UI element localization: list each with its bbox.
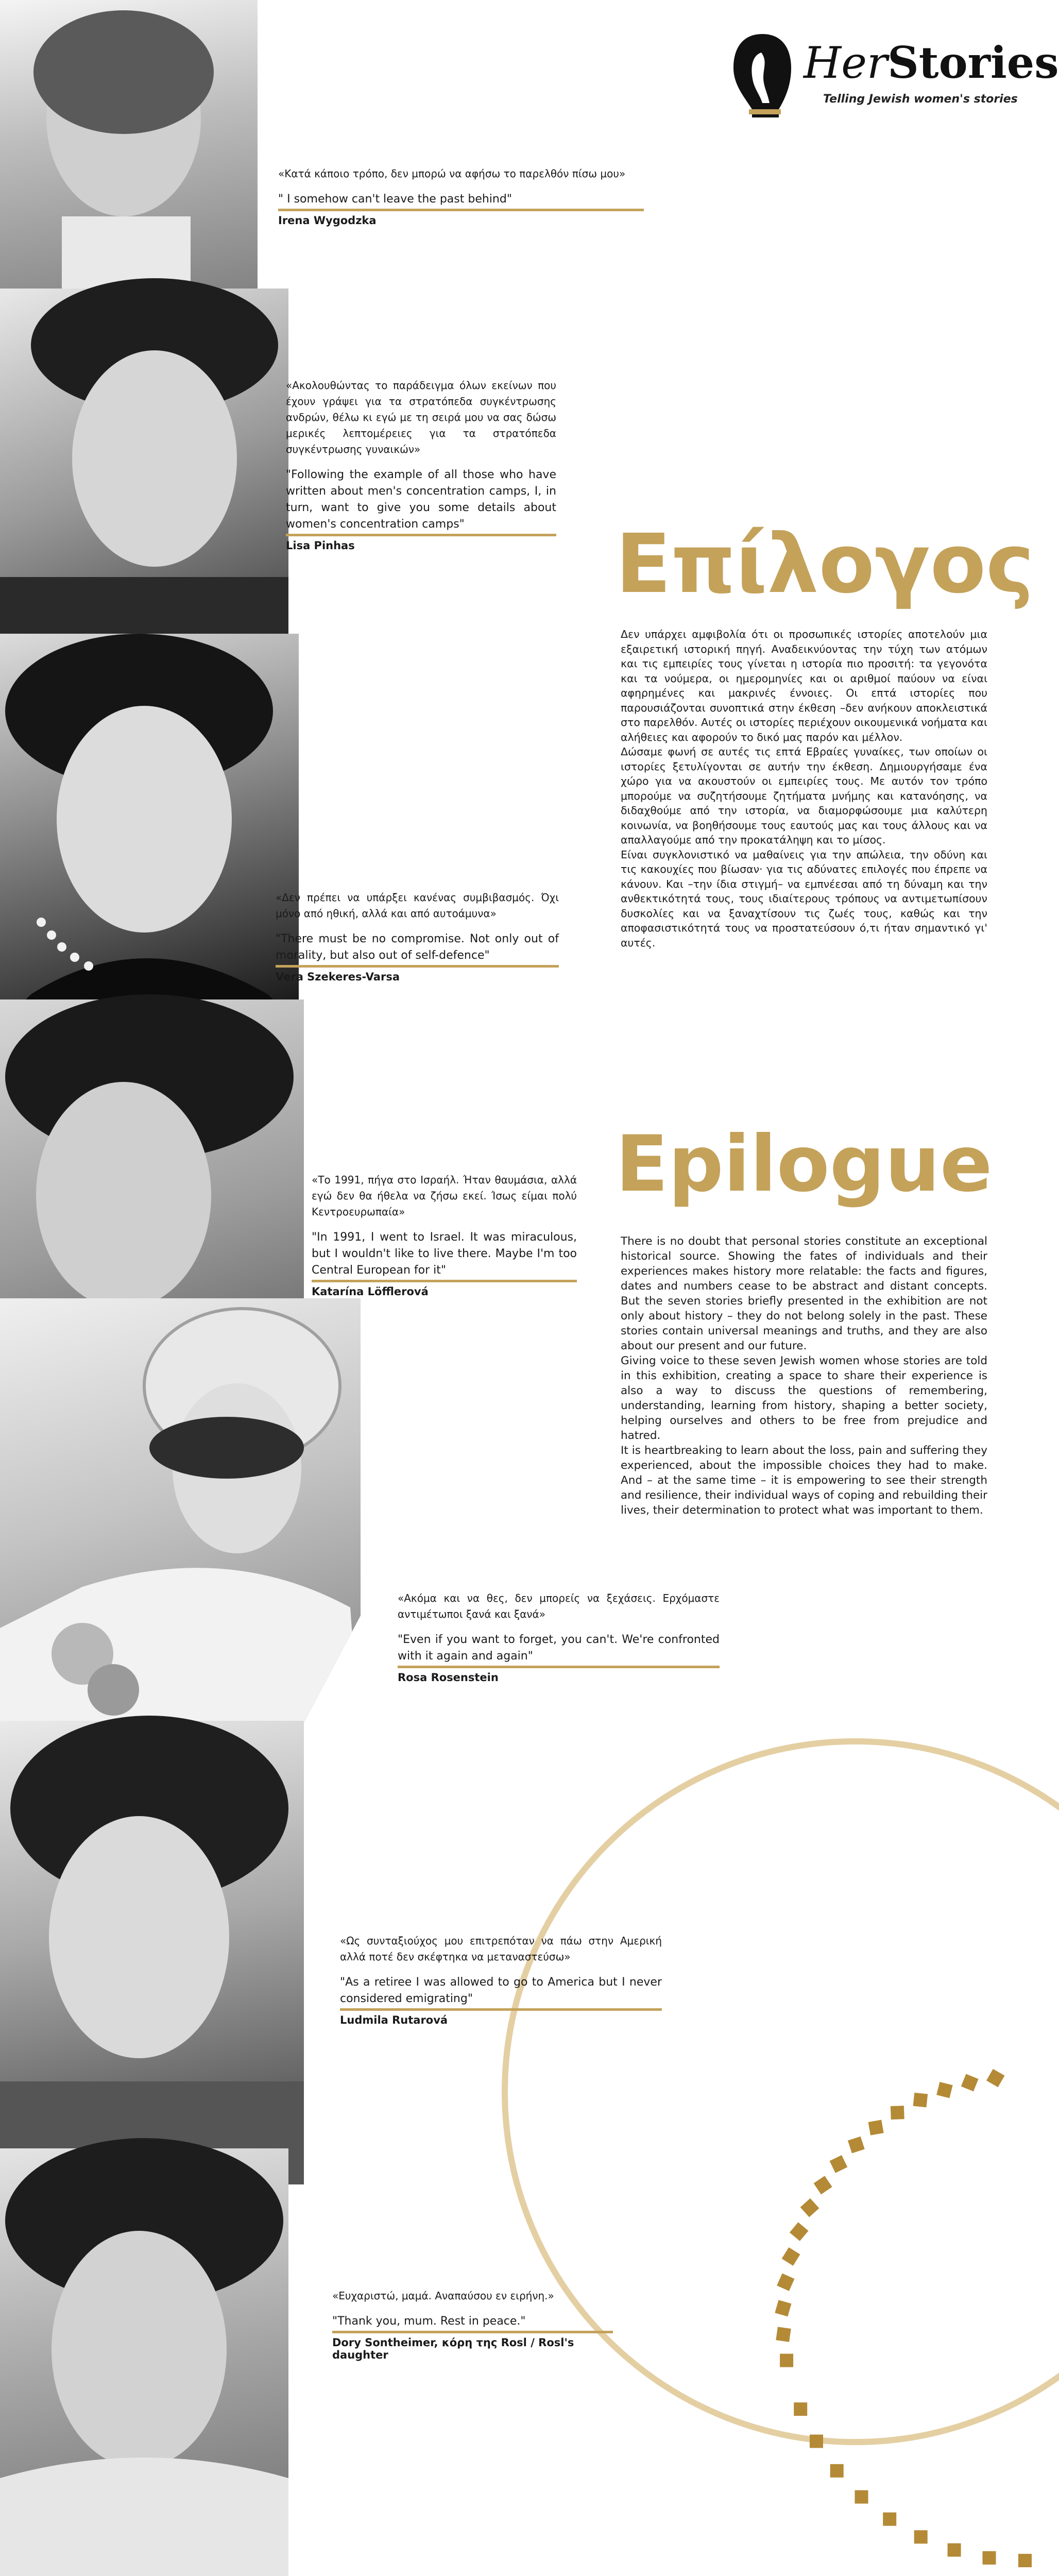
arc-dot — [830, 2155, 848, 2173]
arc-dot — [800, 2198, 819, 2217]
arc-dot — [776, 2327, 791, 2342]
logo-title-stories: Stories — [887, 37, 1059, 88]
dotted-circle-arc — [775, 2069, 1032, 2567]
quote-greek: «Ακόμα και να θες, δεν μπορείς να ξεχάσεις. Ερχόμαστε αντιμέτωποι ξανά και ξανά» — [398, 1592, 720, 1620]
portrait-ludmila-rutarova — [0, 1721, 304, 2184]
arc-dot — [961, 2074, 979, 2091]
arc-dot — [790, 2222, 809, 2241]
greek-heading: Επίλογος — [616, 517, 1034, 612]
quote-author: Dory Sontheimer, κόρη της Rosl / Rosl's daughter — [332, 2336, 574, 2361]
arc-dot — [891, 2106, 904, 2120]
quote-english: "There must be no compromise. Not only out of morality, but also out of self-defence" — [276, 931, 559, 968]
portrait-vera-szekeres-varsa — [0, 634, 299, 1025]
quote-author: Ludmila Rutarová — [340, 2014, 448, 2026]
arc-dot — [794, 2402, 807, 2416]
portrait-lisa-pinhas — [0, 289, 288, 659]
arc-dot — [855, 2490, 868, 2504]
quote-lisa-pinhas — [286, 378, 556, 552]
arc-dot — [986, 2069, 1005, 2088]
logo-title-her: Her — [804, 38, 888, 88]
quote-rosa-rosenstein — [398, 1590, 720, 1684]
arc-dot — [948, 2544, 961, 2557]
arc-dot — [830, 2464, 844, 2478]
english-heading: Epilogue — [616, 1120, 993, 1209]
greek-paragraph-3: Είναι συγκλονιστικό να μαθαίνεις για την απώλεια, την οδύνη και τις κακουχίες που βίωσαν· για τις αδύνατες επιλογές που έπρεπε να κάνουν. Και –την ίδια στιγμή– να εμπνέεσαι από τη δύναμη και την ανθεκτικότητά τους, τους ιδιαίτερους τρόπους να αντιμετωπίσουν δυσκολίες και να ξαναχτίσουν τις ζωές τους, καθώς και την αποφασιστικότητά τους να προστατεύσουν ό,τι ήταν σημαντικό γι' αυτές. — [621, 848, 987, 949]
english-paragraph-1: There is no doubt that personal stories constitute an exceptional historical source. Showing the fates of individuals and their experiences makes history more relatable: the facts and figures, dates and numbers cease to be abstract and distant concepts. But the seven stories briefly presented in the exhibition are not only about history – they do not belong solely in the past. These stories contain universal meanings and truths, and they are also about our present and our future. — [621, 1235, 987, 1352]
portrait-dory-sontheimer — [0, 2148, 288, 2576]
quote-english: "In 1991, I went to Israel. It was miraculous, but I wouldn't like to live there. Maybe I'm too Central European for it" — [312, 1229, 577, 1282]
quote-english: " I somehow can't leave the past behind" — [278, 191, 644, 211]
quote-author: Irena Wygodzka — [278, 214, 377, 227]
arc-dot — [883, 2513, 896, 2526]
arc-dot — [914, 2530, 928, 2544]
logo-mark-icon — [731, 32, 793, 120]
arc-dot — [814, 2176, 832, 2194]
quote-vera-szekeres-varsa — [276, 890, 559, 983]
quote-greek: «Ως συνταξιούχος μου επιτρεπόταν να πάω στην Αμερική αλλά ποτέ δεν σκέφτηκα να μεταναστεύσω» — [340, 1935, 662, 1963]
quote-dory-sontheimer — [332, 2288, 613, 2361]
arc-dot — [782, 2247, 800, 2266]
quote-irena-wygodzka — [278, 166, 644, 227]
greek-paragraph-1: Δεν υπάρχει αμφιβολία ότι οι προσωπικές ιστορίες αποτελούν μια εξαιρετική ιστορική πηγή. Αναδεικνύοντας την τύχη των ατόμων και τις εμπειρίες τους γίνεται η ιστορία πιο προσιτή: τα γεγονότα και τα νούμερα, οι ημερομηνίες και οι αριθμοί παύουν να είναι αφηρημένες και μακρινές έννοιες. Οι επτά ιστορίες που παρουσιάζονται συνοπτικά στην έκθεση –δεν ανήκουν αποκλειστικά στο παρελθόν. Αυτές οι ιστορίες περιέχουν οικουμενικά νοήματα και αλήθειες και αφορούν το δικό μας παρόν και μέλλον. — [621, 628, 987, 743]
quote-english: "Even if you want to forget, you can't. We're confronted with it again and again" — [398, 1632, 720, 1668]
quote-greek: «Το 1991, πήγα στο Ισραήλ. Ήταν θαυμάσια, αλλά εγώ δεν θα ήθελα να ζήσω εκεί. Ίσως είμαι πολύ Κεντροευρωπαία» — [312, 1174, 577, 1218]
portrait-rosa-rosenstein — [0, 1298, 361, 1752]
logo-tagline: Telling Jewish women's stories — [823, 93, 1018, 106]
quote-greek: «Δεν πρέπει να υπάρξει κανένας συμβιβασμός. Όχι μόνο από ηθική, αλλά και από αυτοάμυνα» — [276, 891, 559, 920]
english-paragraph-3: It is heartbreaking to learn about the loss, pain and suffering they experienced, about the impossible choices they had to make. And – at the same time – it is empowering to see their strength and resilience, their individual ways of coping and rebuilding their lives, their determination to protect what was important to them. — [621, 1444, 987, 1517]
quote-author: Rosa Rosenstein — [398, 1671, 499, 1684]
quote-greek: «Ευχαριστώ, μαμά. Αναπαύσου εν ειρήνη.» — [332, 2290, 554, 2302]
arc-dot — [780, 2354, 793, 2367]
quote-english: "Thank you, mum. Rest in peace." — [332, 2313, 613, 2333]
arc-dot — [868, 2120, 884, 2136]
arc-dot — [775, 2300, 791, 2316]
quote-katarina-lofflerova — [312, 1172, 577, 1298]
quote-english: "Following the example of all those who have written about men's concentration camps, I, in turn, want to give you some details about women's concentration camps" — [286, 467, 556, 536]
greek-body — [621, 627, 987, 950]
english-paragraph-2: Giving voice to these seven Jewish women whose stories are told in this exhibition, creating a space to share their experience is also a way to discuss the questions of remembering, understanding, learning from history, shaping a better society, helping ourselves and others to be free from prejudice and hatred. — [621, 1354, 987, 1442]
arc-dot — [913, 2093, 928, 2108]
arc-dot — [777, 2274, 794, 2291]
quote-english: "As a retiree I was allowed to go to America but I never considered emigrating" — [340, 1974, 662, 2011]
arc-dot — [983, 2551, 996, 2565]
quote-author: Lisa Pinhas — [286, 539, 355, 552]
arc-dot — [1018, 2554, 1032, 2567]
quote-author: Katarína Löfflerová — [312, 1285, 429, 1298]
english-body — [621, 1234, 987, 1518]
herstories-logo — [731, 32, 1059, 120]
quote-greek: «Κατά κάποιο τρόπο, δεν μπορώ να αφήσω το παρελθόν πίσω μου» — [278, 167, 626, 180]
arc-dot — [810, 2435, 823, 2448]
greek-paragraph-2: Δώσαμε φωνή σε αυτές τις επτά Εβραίες γυναίκες, των οποίων οι ιστορίες ξετυλίγονται σε αυτήν την έκθεση. Δημιουργήσαμε ένα χώρο για να ακουστούν οι εμπειρίες τους. Με αυτόν τον τρόπο μπορούμε να συζητήσουμε ζητήματα μνήμης και κατανόησης, να διδαχθούμε από την ιστορία, να διαμορφώσουμε μια καλύτερη κοινωνία, να βοηθήσουμε τους εαυτούς μας και τους άλλους και να απαλλαγούμε από την προκατάληψη και το μίσος. — [621, 745, 987, 846]
quote-greek: «Ακολουθώντας το παράδειγμα όλων εκείνων που έχουν γράψει για τα στρατόπεδα συγκέντρωσης ανδρών, θέλω κι εγώ με τη σειρά μου να σας δώσω μερικές λεπτομέρειες για τα στρατόπεδα συγκέντρωσης γυναικών» — [286, 379, 556, 455]
quote-ludmila-rutarova — [340, 1933, 662, 2026]
arc-dot — [936, 2082, 953, 2098]
arc-dot — [848, 2137, 865, 2154]
logo-title — [804, 37, 1059, 88]
quote-author: Vera Szekeres-Varsa — [276, 971, 400, 983]
portrait-irena-wygodzka — [0, 0, 258, 319]
